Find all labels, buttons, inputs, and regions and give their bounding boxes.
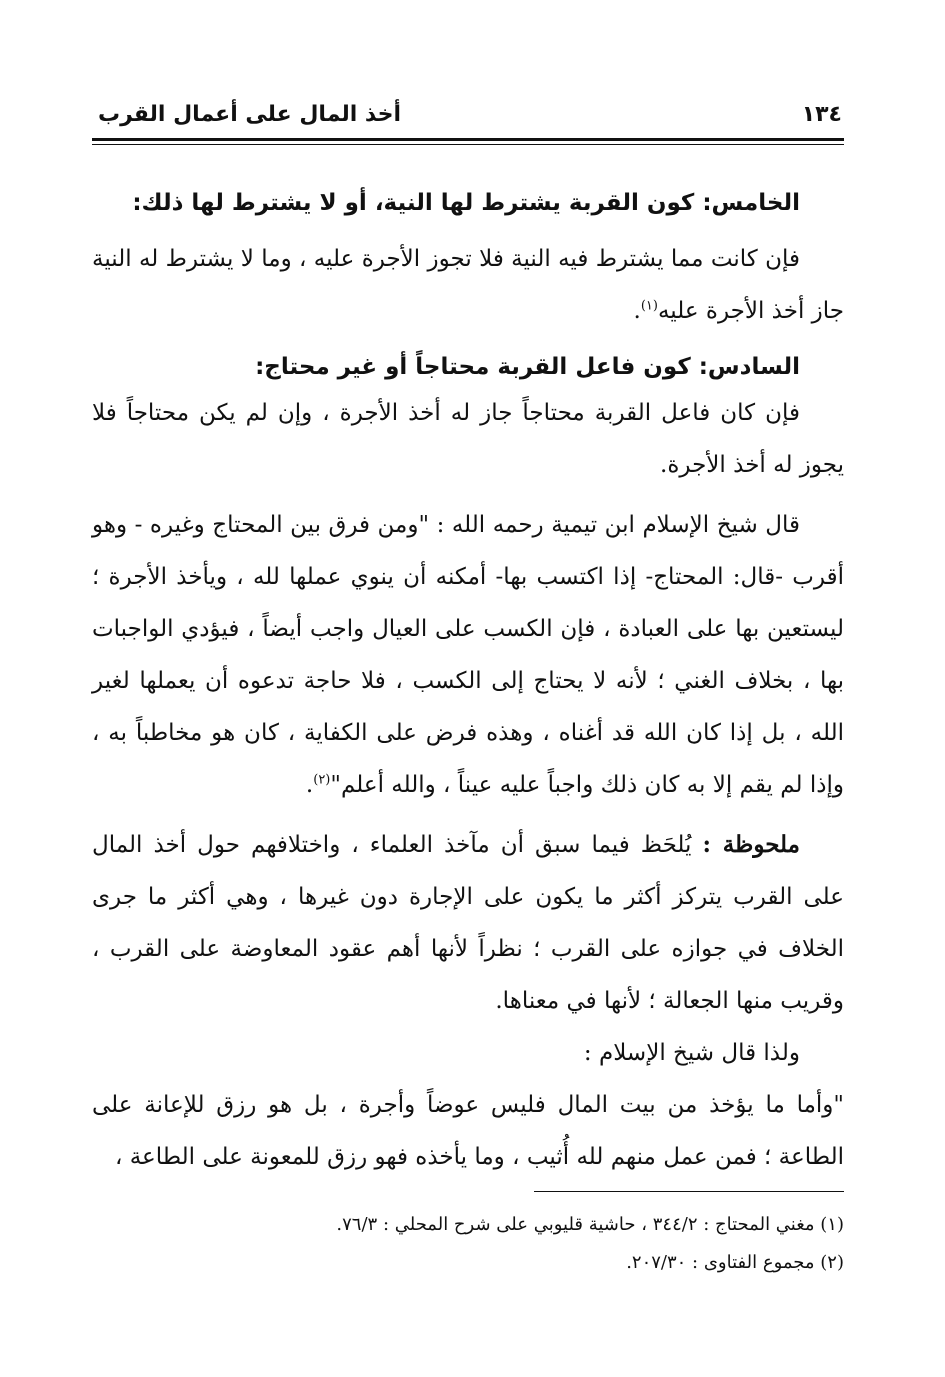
footnotes — [92, 1206, 844, 1282]
page-number: ١٣٤ — [801, 102, 842, 127]
section-5-text: فإن كانت مما يشترط فيه النية فلا تجوز الأجرة عليه ، وما لا يشترط له النية جاز أخذ الأجرة عليه — [92, 246, 844, 324]
section-5-end: . — [633, 298, 641, 324]
note-paragraph — [92, 819, 844, 1027]
footnote-2: (٢) مجموع الفتاوى : ٢٠٧/٣٠. — [626, 1252, 844, 1273]
page — [92, 96, 844, 1296]
quote-end: . — [305, 772, 314, 798]
section-5-heading: الخامس: كون القربة يشترط لها النية، أو لا يشترط لها ذلك: — [132, 190, 800, 216]
header-rule-thick — [92, 138, 844, 141]
footnote-ref-2[interactable]: (٢) — [313, 772, 331, 788]
footnote-1: (١) مغني المحتاج : ٣٤٤/٢ ، حاشية قليوبي على شرح المحلي : ٧٦/٣. — [336, 1214, 844, 1235]
page-header — [92, 96, 844, 138]
note-label: ملحوظة : — [702, 831, 800, 858]
running-title: أخذ المال على أعمال القرب — [98, 102, 402, 127]
ibn-taymiyya-quote — [92, 499, 844, 811]
section-6-body: فإن كان فاعل القربة محتاجاً جاز له أخذ الأجرة ، وإن لم يكن محتاجاً فلا يجوز له أخذ الأجرة. — [92, 400, 844, 478]
footnote-separator — [534, 1191, 844, 1192]
second-quote: "وأما ما يؤخذ من بيت المال فليس عوضاً وأجرة ، بل هو رزق للإعانة على الطاعة ؛ فمن عمل منهم لله أُثيب ، وما يأخذه فهو رزق للمعونة على الطاعة ، — [92, 1092, 844, 1170]
quote-text: قال شيخ الإسلام ابن تيمية رحمه الله : "ومن فرق بين المحتاج وغيره - وهو أقرب -قال: المحتاج- إذا اكتسب بها- أمكنه أن ينوي عملها لله ، ويأخذ الأجرة ؛ ليستعين بها على العبادة ، فإن الكسب على العيال واجب أيضاً ، فيؤدي الواجبات بها ، بخلاف الغني ؛ لأنه لا يحتاج إلى الكسب ، فلا حاجة تدعوه أن يعملها لغير الله ، بل إذا كان الله قد أغناه ، وهذه فرض على الكفاية ، كان هو مخاطباً به ، وإذا لم يقم إلا به كان ذلك واجباً عليه عيناً ، والله أعلم" — [92, 512, 844, 798]
lead-in-line: ولذا قال شيخ الإسلام : — [583, 1040, 800, 1066]
footnote-ref-1[interactable]: (١) — [640, 298, 658, 314]
note-text: يُلحَظ فيما سبق أن مآخذ العلماء ، واختلافهم حول أخذ المال على القرب يتركز أكثر ما يكون على الإجارة دون غيرها ، وهي أكثر ما جرى الخلاف في جوازه على القرب ؛ نظراً لأنها أهم عقود المعاوضة على القرب ، وقريب منها الجعالة ؛ لأنها في معناها. — [92, 832, 844, 1014]
section-5-body — [92, 233, 844, 337]
section-6-heading: السادس: كون فاعل القربة محتاجاً أو غير محتاج: — [255, 354, 800, 380]
